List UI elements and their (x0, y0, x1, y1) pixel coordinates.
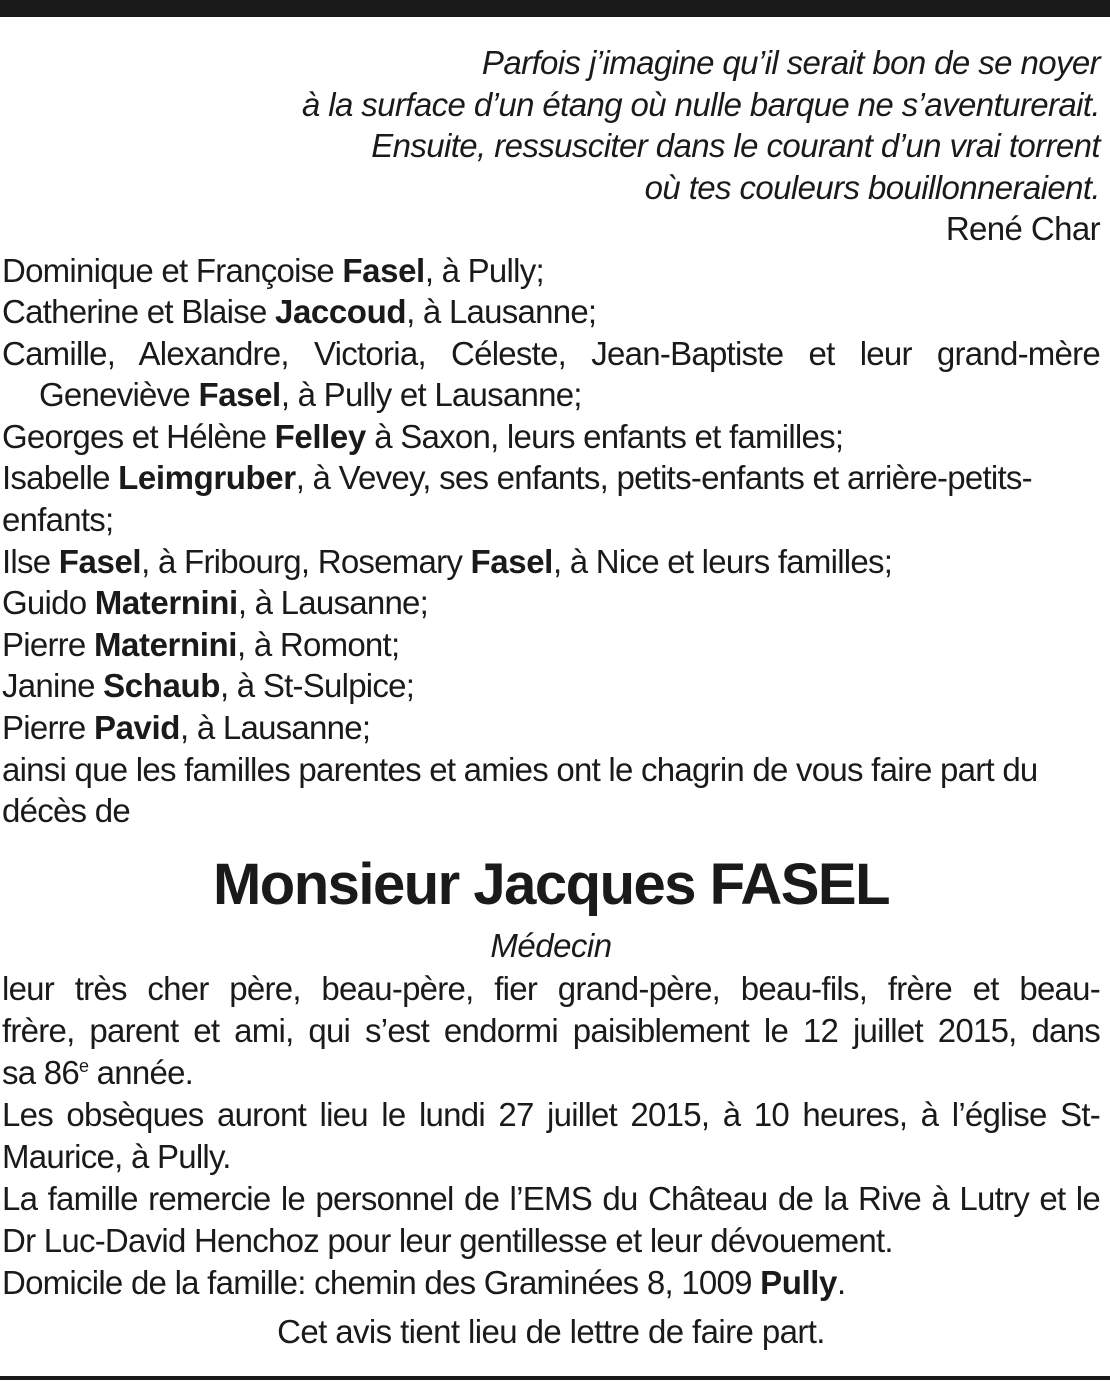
announcement-line: ainsi que les familles parentes et amies ont le chagrin de vous faire part du (2, 750, 1038, 788)
details-line: leur très cher père, beau-père, fier grand-père, beau-fils, frère et beau- (2, 969, 1100, 1007)
details-line: La famille remercie le personnel de l’EMS du Château de la Rive à Lutry et le (2, 1179, 1100, 1217)
closing-note: Cet avis tient lieu de lettre de faire part. (277, 1312, 825, 1350)
family-line: Pierre Maternini, à Romont; (2, 625, 400, 663)
poem-line: à la surface d’un étang où nulle barque ne s’aventurerait. (301, 85, 1100, 123)
family-line: Catherine et Blaise Jaccoud, à Lausanne; (2, 293, 597, 331)
family-line: Isabelle Leimgruber, à Vevey, ses enfants, petits-enfants et arrière-petits- (2, 459, 1032, 497)
details-line: Les obsèques auront lieu le lundi 27 juillet 2015, à 10 heures, à l’église St- (2, 1095, 1100, 1133)
deceased-profession: Médecin (490, 926, 612, 964)
obituary-notice (2, 42, 1100, 1354)
details-line: Dr Luc-David Henchoz pour leur gentillesse et leur dévouement. (2, 1221, 893, 1259)
details-line: Domicile de la famille: chemin des Graminées 8, 1009 Pully. (2, 1263, 846, 1301)
poem-author: René Char (945, 210, 1100, 247)
family-line: Camille, Alexandre, Victoria, Céleste, Jean-Baptiste et leur grand-mère (2, 334, 1100, 372)
family-line: Georges et Hélène Felley à Saxon, leurs enfants et familles; (2, 417, 844, 455)
family-line: Pierre Pavid, à Lausanne; (2, 709, 371, 747)
announcement-line: décès de (2, 792, 130, 830)
poem-quote (2, 42, 1100, 250)
poem-line: où tes couleurs bouillonneraient. (644, 168, 1100, 206)
poem-line: Ensuite, ressusciter dans le courant d’un vrai torrent (371, 127, 1100, 164)
details-line: frère, parent et ami, qui s’est endormi paisiblement le 12 juillet 2015, dans (2, 1011, 1100, 1049)
details-line: Maurice, à Pully. (2, 1137, 231, 1175)
details-line: sa 86e année. (2, 1053, 194, 1091)
top-rule (0, 0, 1110, 17)
family-line: Geneviève Fasel, à Pully et Lausanne; (39, 376, 582, 414)
details-paragraph (2, 968, 1100, 1304)
family-line: Ilse Fasel, à Fribourg, Rosemary Fasel, à Nice et leurs familles; (2, 542, 893, 580)
family-line: Dominique et Françoise Fasel, à Pully; (2, 251, 544, 289)
deceased-name: Monsieur Jacques FASEL (212, 851, 890, 917)
poem-line: Parfois j’imagine qu’il serait bon de se noyer (481, 44, 1100, 81)
family-line: enfants; (2, 501, 114, 539)
family-line: Guido Maternini, à Lausanne; (2, 584, 429, 622)
family-list (2, 250, 1100, 832)
family-line: Janine Schaub, à St-Sulpice; (2, 667, 415, 705)
bottom-rule (0, 1376, 1110, 1380)
